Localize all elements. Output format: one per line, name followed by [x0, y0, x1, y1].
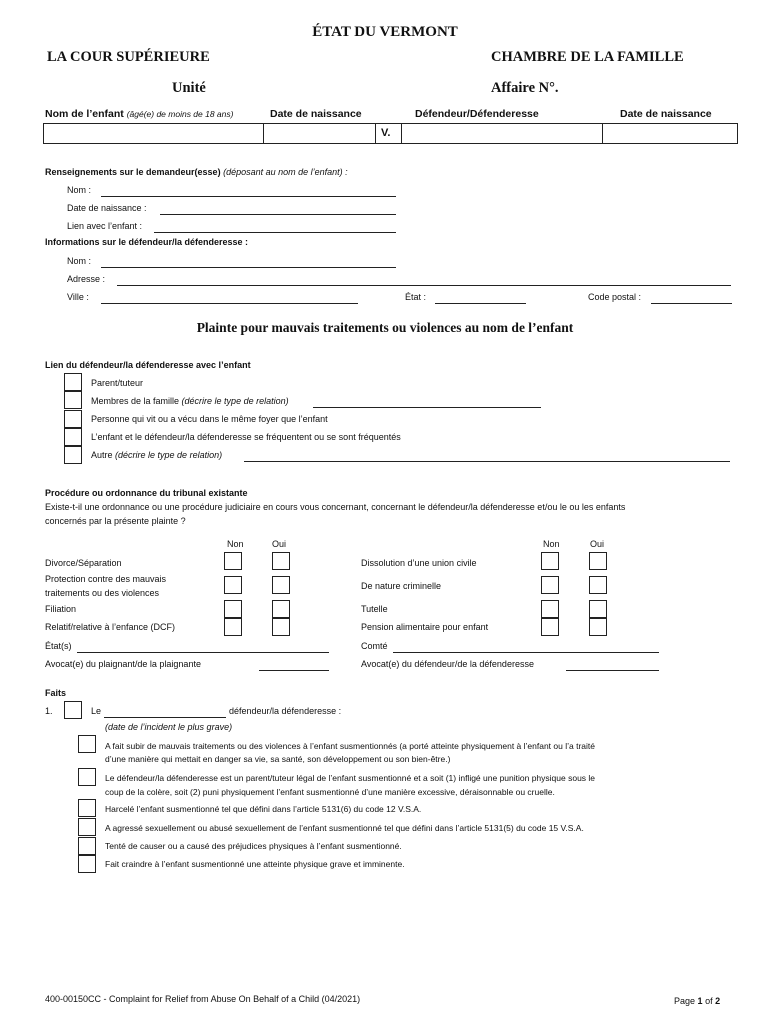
relationship-item: Personne qui vit ou a vécu dans le même foyer que l’enfant: [91, 414, 328, 424]
procedure-question-1: Existe-t-il une ordonnance ou une procédure judiciaire en cours vous concernant, concernant le défendeur/la défenderesse et/ou le ou les enfants: [45, 502, 626, 512]
defendant-zip-label: Code postal :: [588, 292, 642, 302]
proc-label-parentage: Filiation: [45, 604, 77, 614]
fact-physical-harm-checkbox[interactable]: [78, 837, 96, 855]
incident-date-field[interactable]: [104, 706, 226, 718]
fact-stalking-text: Harcelé l’enfant susmentionné tel que défini dans l’article 5131(6) du code 12 V.S.A.: [105, 804, 422, 814]
defendant-state-field[interactable]: [435, 292, 526, 304]
proc-label-rfa-1: Protection contre des mauvais: [45, 574, 167, 584]
child-name-label: Nom de l’enfant (âgé(e) de moins de 18 ans): [45, 108, 234, 120]
relationship-item: Autre (décrire le type de relation): [91, 450, 223, 460]
child-support-no-checkbox[interactable]: [541, 618, 559, 636]
division-name: CHAMBRE DE LA FAMILLE: [491, 49, 684, 65]
page-number: Page 1 of 2: [674, 996, 721, 1006]
dcf-no-checkbox[interactable]: [224, 618, 242, 636]
facts-defendant-text: défendeur/la défenderesse :: [229, 706, 342, 716]
fact-fear-text: Fait craindre à l’enfant susmentionné une atteinte physique grave et imminente.: [105, 859, 405, 869]
fact-abuse-text-1: A fait subir de mauvais traitements ou des violences à l’enfant susmentionnés (a porté atteinte physiquement à l’enfant ou l’a traité: [105, 741, 595, 751]
checkbox-family-member[interactable]: [64, 391, 82, 409]
unit-label: Unité: [172, 80, 206, 96]
child-name-field[interactable]: [45, 125, 261, 142]
fact-sexual-abuse-checkbox[interactable]: [78, 818, 96, 836]
family-relation-field[interactable]: [313, 396, 541, 408]
plaintiff-attorney-label: Avocat(e) du plaignant/de la plaignante: [45, 659, 201, 669]
proc-label-child-support: Pension alimentaire pour enfant: [361, 622, 489, 632]
defendant-city-label: Ville :: [67, 292, 89, 302]
relationship-heading: Lien du défendeur/la défenderesse avec l’enfant: [45, 360, 251, 370]
petitioner-name-field[interactable]: [101, 185, 396, 197]
form-number: 400-00150CC - Complaint for Relief from Abuse On Behalf of a Child (04/2021): [45, 994, 361, 1004]
defendant-dob-field[interactable]: [604, 125, 736, 142]
defendant-info-heading: Informations sur le défendeur/la défenderesse :: [45, 237, 249, 247]
criminal-no-checkbox[interactable]: [541, 576, 559, 594]
states-label: État(s): [45, 641, 72, 651]
procedure-question-2: concernés par la présente plainte ?: [45, 516, 186, 526]
states-field[interactable]: [77, 641, 329, 653]
defendant-address-label: Adresse :: [67, 274, 106, 284]
relationship-item: L’enfant et le défendeur/la défenderesse se fréquentent ou se sont fréquentés: [91, 432, 401, 442]
defendant-dob-label: Date de naissance: [620, 108, 712, 120]
defendant-attorney-field[interactable]: [566, 659, 659, 671]
civil-union-no-checkbox[interactable]: [541, 552, 559, 570]
checkbox-other[interactable]: [64, 446, 82, 464]
defendant-name-field[interactable]: [403, 125, 600, 142]
procedure-heading: Procédure ou ordonnance du tribunal existante: [45, 488, 248, 498]
yes-header-right: Oui: [590, 539, 605, 549]
county-field[interactable]: [393, 641, 659, 653]
divorce-no-checkbox[interactable]: [224, 552, 242, 570]
case-number-label: Affaire N°.: [491, 80, 559, 96]
facts-heading: Faits: [45, 688, 67, 698]
relationship-item: Parent/tuteur: [91, 378, 144, 388]
fact-physical-harm-text: Tenté de causer ou a causé des préjudices physiques à l’enfant susmentionné.: [105, 841, 402, 851]
yes-header-left: Oui: [272, 539, 287, 549]
defendant-name-field[interactable]: [101, 256, 396, 268]
child-dob-field[interactable]: [265, 125, 373, 142]
petitioner-relation-label: Lien avec l’enfant :: [67, 221, 143, 231]
fact-punishment-text-1: Le défendeur/la défenderesse est un parent/tuteur légal de l’enfant susmentionné et a soit (1) infligé une punition physique sous le: [105, 773, 596, 783]
defendant-name-label: Nom :: [67, 256, 92, 266]
defendant-address-field[interactable]: [117, 274, 731, 286]
fact-abuse-checkbox[interactable]: [78, 735, 96, 753]
parentage-yes-checkbox[interactable]: [272, 600, 290, 618]
fact-sexual-abuse-text: A agressé sexuellement ou abusé sexuellement de l’enfant susmentionné tel que défini dans l’article 5131(5) du code 15 V.S.A.: [105, 823, 584, 833]
defendant-label: Défendeur/Défenderesse: [415, 108, 539, 120]
rfa-yes-checkbox[interactable]: [272, 576, 290, 594]
proc-label-guardianship: Tutelle: [361, 604, 388, 614]
county-label: Comté: [361, 641, 388, 651]
fact-1-checkbox[interactable]: [64, 701, 82, 719]
guardianship-yes-checkbox[interactable]: [589, 600, 607, 618]
defendant-attorney-label: Avocat(e) du défendeur/de la défenderesse: [361, 659, 534, 669]
petitioner-name-label: Nom :: [67, 185, 92, 195]
petitioner-dob-label: Date de naissance :: [67, 203, 147, 213]
defendant-city-field[interactable]: [101, 292, 358, 304]
plaintiff-attorney-field[interactable]: [259, 659, 329, 671]
facts-le: Le: [91, 706, 102, 716]
caption-table: [43, 123, 738, 144]
divorce-yes-checkbox[interactable]: [272, 552, 290, 570]
checkbox-household-member[interactable]: [64, 410, 82, 428]
court-name: LA COUR SUPÉRIEURE: [47, 49, 210, 65]
proc-label-divorce: Divorce/Séparation: [45, 558, 122, 568]
fact-abuse-text-2: d’une manière qui mettait en danger sa vie, sa santé, son développement ou son bien-être.): [105, 754, 451, 764]
relationship-item: Membres de la famille (décrire le type de relation): [91, 396, 289, 406]
checkbox-dating[interactable]: [64, 428, 82, 446]
defendant-zip-field[interactable]: [651, 292, 732, 304]
dcf-yes-checkbox[interactable]: [272, 618, 290, 636]
petitioner-relation-field[interactable]: [154, 221, 396, 233]
child-support-yes-checkbox[interactable]: [589, 618, 607, 636]
versus-label: V.: [381, 127, 391, 139]
child-dob-label: Date de naissance: [270, 108, 362, 120]
guardianship-no-checkbox[interactable]: [541, 600, 559, 618]
petitioner-heading: Renseignements sur le demandeur(esse) (déposant au nom de l’enfant) :: [45, 167, 348, 177]
fact-fear-checkbox[interactable]: [78, 855, 96, 873]
incident-date-note: (date de l’incident le plus grave): [105, 722, 233, 732]
defendant-state-label: État :: [405, 292, 427, 302]
facts-number: 1.: [45, 706, 53, 716]
other-relation-field[interactable]: [244, 450, 730, 462]
no-header-left: Non: [227, 539, 244, 549]
complaint-title: Plainte pour mauvais traitements ou violences au nom de l’enfant: [196, 320, 574, 335]
no-header-right: Non: [543, 539, 560, 549]
criminal-yes-checkbox[interactable]: [589, 576, 607, 594]
proc-label-rfa-2: traitements ou des violences: [45, 588, 160, 598]
proc-label-dcf: Relatif/relative à l’enfance (DCF): [45, 622, 176, 632]
state-title: ÉTAT DU VERMONT: [312, 24, 458, 40]
proc-label-criminal: De nature criminelle: [361, 581, 442, 591]
fact-stalking-checkbox[interactable]: [78, 799, 96, 817]
checkbox-parent-guardian[interactable]: [64, 373, 82, 391]
civil-union-yes-checkbox[interactable]: [589, 552, 607, 570]
parentage-no-checkbox[interactable]: [224, 600, 242, 618]
fact-punishment-checkbox[interactable]: [78, 768, 96, 786]
petitioner-dob-field[interactable]: [160, 203, 396, 215]
rfa-no-checkbox[interactable]: [224, 576, 242, 594]
proc-label-civil-union: Dissolution d’une union civile: [361, 558, 477, 568]
fact-punishment-text-2: coup de la colère, soit (2) puni physiquement l’enfant susmentionné d’une manière excessive, déraisonnable ou cruelle.: [105, 787, 555, 797]
